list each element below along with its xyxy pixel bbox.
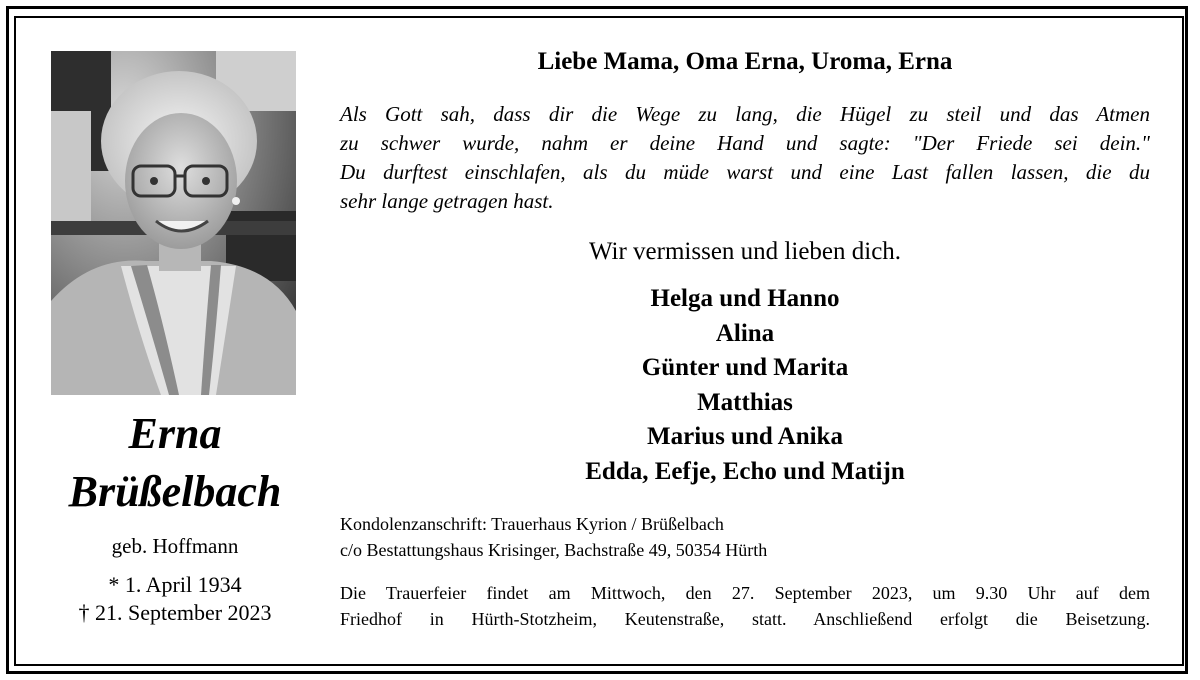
family-entry: Helga und Hanno [650, 285, 840, 312]
death-date: † 21. September 2023 [78, 600, 272, 625]
condolence-line: c/o Bestattungshaus Krisinger, Bachstraße 49, 50354 Hürth [340, 540, 768, 560]
family-entry: Edda, Eefje, Echo und Matijn [585, 457, 905, 485]
family-entry: Marius und Anika [647, 423, 843, 450]
condolence-address [340, 511, 1150, 563]
closing-line: Wir vermissen und lieben dich. [588, 238, 902, 265]
family-entry: Alina [715, 319, 775, 347]
maiden-name: geb. Hoffmann [111, 534, 239, 558]
deceased-first-name: Erna [128, 409, 222, 458]
poem [340, 100, 1150, 216]
family-list [340, 282, 1150, 489]
poem-line: Als Gott sah, dass dir die Wege zu lang, die Hügel zu steil und das Atmen [340, 102, 1150, 126]
poem-line: Du durftest einschlafen, als du müde warst und eine Last fallen lassen, die du [340, 160, 1150, 184]
family-entry: Matthias [697, 388, 793, 416]
headline: Liebe Mama, Oma Erna, Uroma, Erna [537, 48, 953, 75]
poem-line: sehr lange getragen hast. [340, 189, 554, 213]
funeral-info [340, 580, 1150, 632]
poem-line: zu schwer wurde, nahm er deine Hand und sagte: "Der Friede sei dein." [340, 131, 1150, 155]
deceased-last-name: Brüßelbach [68, 467, 282, 516]
family-entry: Günter und Marita [641, 354, 849, 381]
birth-date: * 1. April 1934 [108, 572, 242, 597]
portrait-photo [51, 51, 296, 395]
funeral-line: Friedhof in Hürth-Stotzheim, Keutenstraße, statt. Anschließend erfolgt die Beisetzung. [340, 609, 1150, 629]
portrait-illustration [51, 51, 296, 395]
funeral-line: Die Trauerfeier findet am Mittwoch, den 27. September 2023, um 9.30 Uhr auf dem [340, 583, 1150, 603]
condolence-line: Kondolenzanschrift: Trauerhaus Kyrion / Brüßelbach [340, 514, 724, 534]
